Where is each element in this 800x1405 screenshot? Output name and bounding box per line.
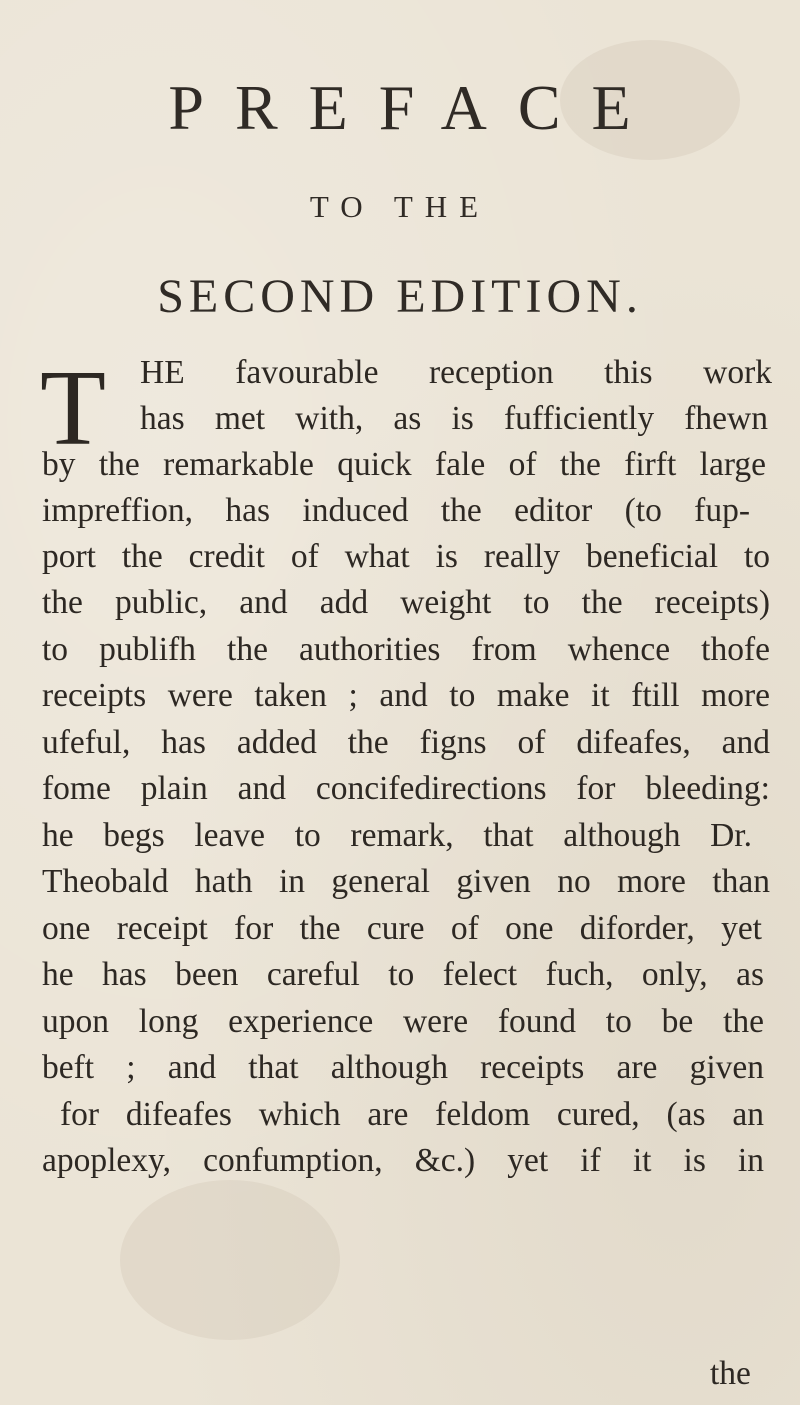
text-line: apoplexy, confumption, &c.) yet if it is in — [42, 1142, 764, 1179]
text-line: one receipt for the cure of one diforder, yet — [42, 910, 762, 947]
text-line: fome plain and concifedirections for bleeding: — [42, 770, 770, 807]
text-line: he begs leave to remark, that although Dr. — [42, 817, 752, 854]
text-line: for difeafes which are feldom cured, (as an — [60, 1096, 764, 1133]
edition-heading: SECOND EDITION. — [157, 270, 643, 323]
catchword: the — [710, 1355, 751, 1392]
text-line: receipts were taken ; and to make it ftill more — [42, 677, 770, 714]
text-line: to publifh the authorities from whence thofe — [42, 631, 770, 668]
text-line: Theobald hath in general given no more than — [42, 863, 770, 900]
text-line: he has been careful to felect fuch, only, as — [42, 956, 764, 993]
text-line: port the credit of what is really beneficial to — [42, 538, 770, 575]
to-the-heading: TO THE — [309, 189, 491, 224]
text-line: upon long experience were found to be the — [42, 1003, 764, 1040]
text-line: the public, and add weight to the receipts) — [42, 584, 770, 621]
text-line: beft ; and that although receipts are given — [42, 1049, 764, 1086]
text-line: HE favourable reception this work — [140, 354, 772, 391]
preface-heading: PREFACE — [168, 72, 662, 143]
text-line: ufeful, has added the figns of difeafes, and — [42, 724, 770, 761]
text-line: impreffion, has induced the editor (to fup- — [42, 492, 750, 529]
text-line: has met with, as is fufficiently fhewn — [140, 400, 768, 437]
drop-cap: T — [40, 349, 106, 468]
text-line: by the remarkable quick fale of the firft large — [42, 446, 766, 483]
preface-text — [42, 350, 772, 1350]
